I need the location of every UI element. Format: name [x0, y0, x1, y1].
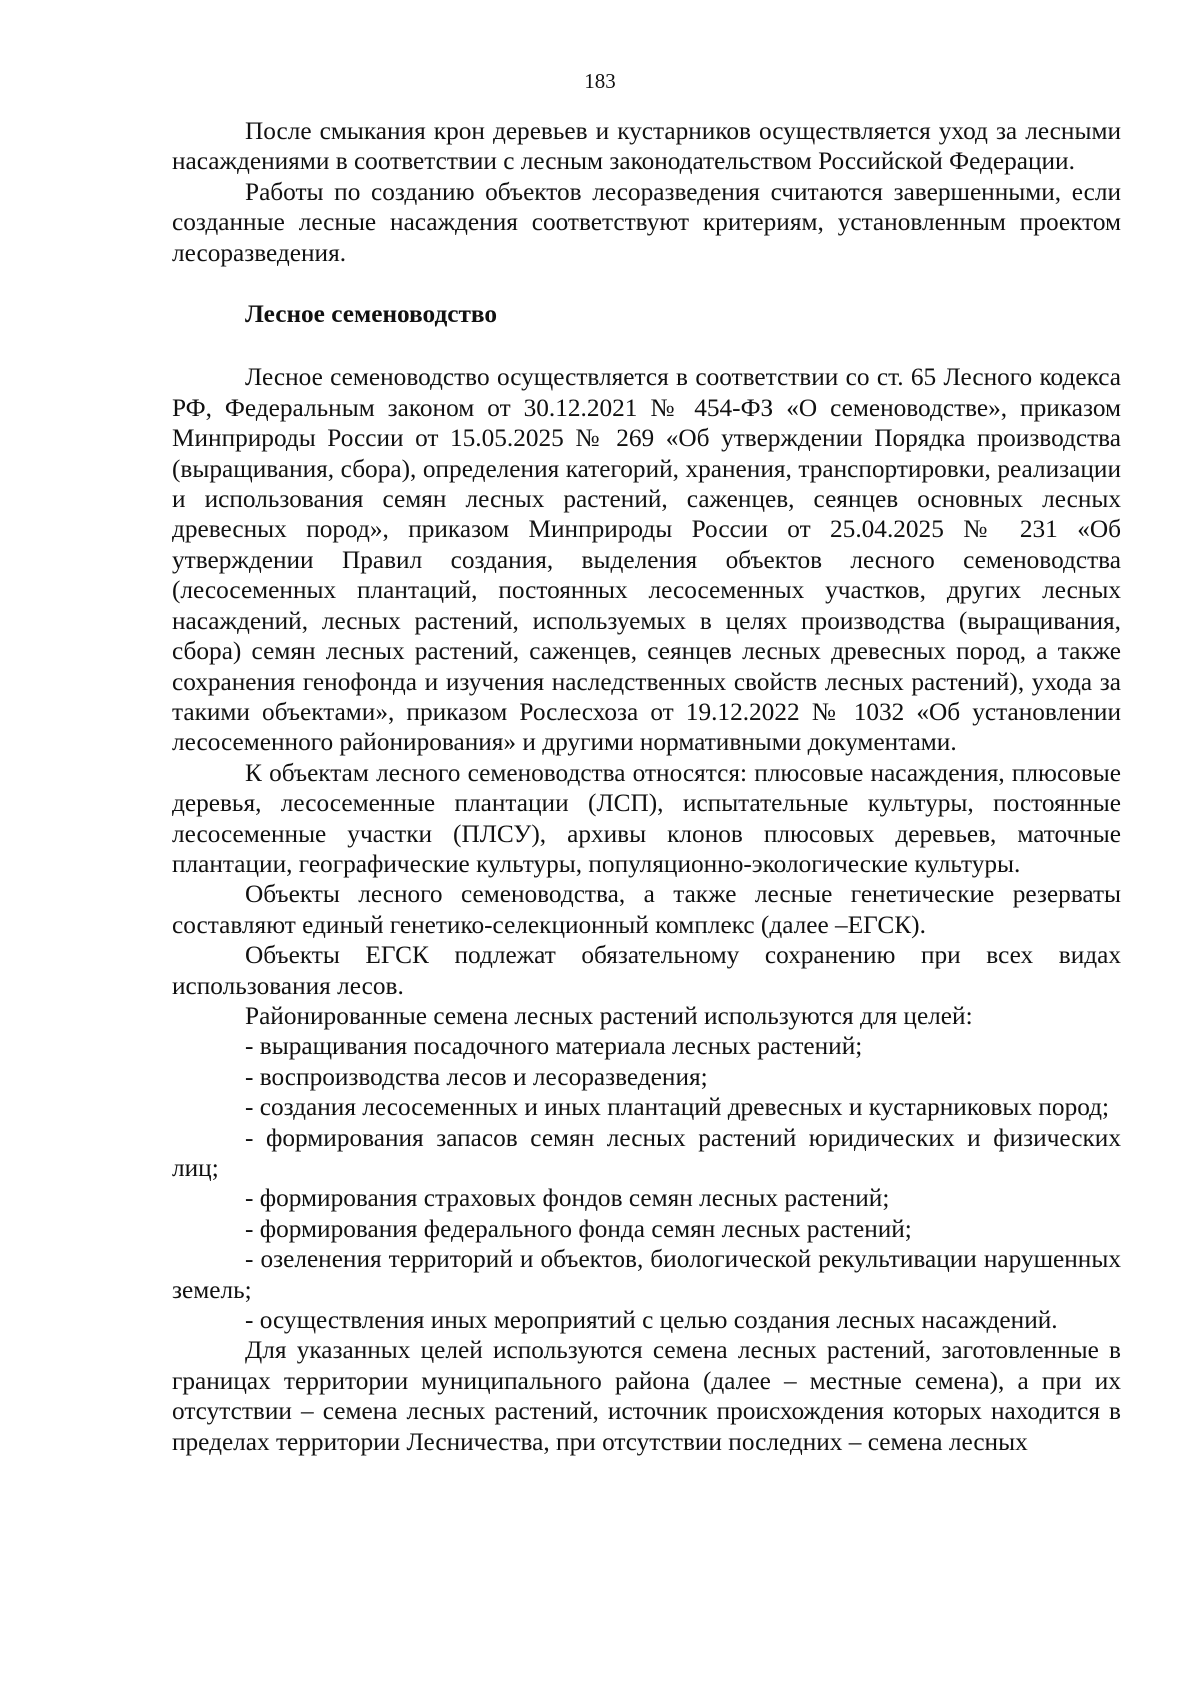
list-item: - озеленения территорий и объектов, биологической рекультивации нарушенных земель; — [172, 1245, 1121, 1304]
paragraph: После смыкания крон деревьев и кустарников осуществляется уход за лесными насаждениями в соответствии с лесным законодательством Российской Федерации. — [172, 117, 1121, 176]
section-heading: Лесное семеноводство — [245, 300, 498, 329]
list-item: - воспроизводства лесов и лесоразведения; — [245, 1062, 708, 1091]
spacer — [172, 268, 1121, 299]
paragraph: Объекты ЕГСК подлежат обязательному сохранению при всех видах использования лесов. — [172, 941, 1121, 1000]
list-item: - осуществления иных мероприятий с целью создания лесных насаждений. — [245, 1306, 1058, 1335]
list-item: - выращивания посадочного материала лесных растений; — [245, 1032, 863, 1061]
paragraph: Лесное семеноводство осуществляется в соответствии со ст. 65 Лесного кодекса РФ, Федеральным законом от 30.12.2021 № 454-ФЗ «О семеноводстве», приказом Минприроды России от 15.05.2025 № 269 «Об утверждении Порядка производства (выращивания, сбора), определения категорий, хранения, транспортировки, реализации и использования семян лесных растений, саженцев, сеянцев основных лесных древесных пород», приказом Минприроды России от 25.04.2025 № 231 «Об утверждении Правил создания, выделения объектов лесного семеноводства (лесосеменных плантаций, постоянных лесосеменных участков, других лесных насаждений, лесных растений, используемых в целях производства (выращивания, сбора) семян лесных растений, саженцев, сеянцев лесных древесных пород, а также сохранения генофонда и изучения наследственных свойств лесных растений), ухода за такими объектами», приказом Рослесхоза от 19.12.2022 № 1032 «Об установлении лесосеменного районирования» и другими нормативными документами. — [172, 363, 1121, 757]
list-item: - создания лесосеменных и иных плантаций древесных и кустарниковых пород; — [245, 1093, 1110, 1122]
spacer — [172, 329, 1121, 362]
paragraph: Районированные семена лесных растений используются для целей: — [245, 1001, 973, 1030]
list-item: - формирования федерального фонда семян лесных растений; — [245, 1214, 912, 1243]
paragraph: Объекты лесного семеноводства, а также лесные генетические резерваты составляют единый генетико-селекционный комплекс (далее –ЕГСК). — [172, 880, 1121, 939]
page-number: 183 — [584, 69, 616, 93]
paragraph: К объектам лесного семеноводства относятся: плюсовые насаждения, плюсовые деревья, лесосеменные плантации (ЛСП), испытательные культуры, постоянные лесосеменные участки (ПЛСУ), архивы клонов плюсовых деревьев, маточные плантации, географические культуры, популяционно-экологические культуры. — [172, 758, 1121, 878]
list-item: - формирования запасов семян лесных растений юридических и физических лиц; — [172, 1123, 1121, 1182]
list-item: - формирования страховых фондов семян лесных растений; — [245, 1184, 890, 1213]
document-body — [172, 116, 1121, 1457]
paragraph: Работы по созданию объектов лесоразведения считаются завершенными, если созданные лесные насаждения соответствуют критериям, установленным проектом лесоразведения. — [172, 177, 1121, 267]
paragraph: Для указанных целей используются семена лесных растений, заготовленные в границах территории муниципального района (далее – местные семена), а при их отсутствии – семена лесных растений, источник происхождения которых находится в пределах территории Лесничества, при отсутствии последних – семена лесных — [172, 1336, 1121, 1456]
